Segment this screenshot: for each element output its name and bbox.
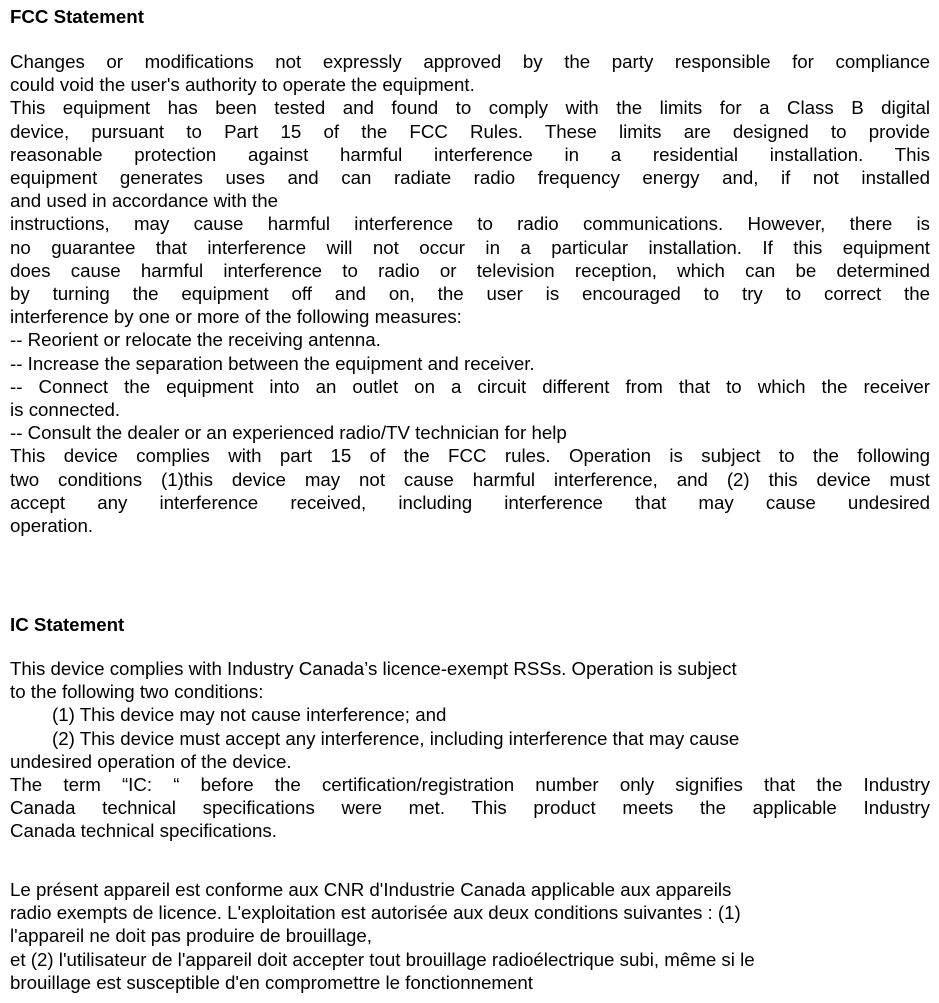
ic-french-line: Le présent appareil est conforme aux CNR d'Industrie Canada applicable aux appareils: [10, 879, 732, 900]
fcc-line: equipment generates uses and can radiate radio frequency energy and, if not installed: [10, 167, 930, 189]
fcc-line: -- Consult the dealer or an experienced radio/TV technician for help: [10, 422, 567, 444]
ic-condition: (2) This device must accept any interference, including interference that may cause: [52, 727, 740, 749]
ic-french-line: et (2) l'utilisateur de l'appareil doit accepter tout brouillage radioélectrique subi, même si le: [10, 948, 755, 970]
ic-french-line: radio exempts de licence. L'exploitation est autorisée aux deux conditions suivantes : (1): [10, 902, 741, 924]
fcc-line: This device complies with part 15 of the FCC rules. Operation is subject to the following: [10, 445, 930, 467]
fcc-line: accept any interference received, including interference that may cause undesired: [10, 491, 930, 513]
ic-line: to the following two conditions:: [10, 681, 264, 703]
fcc-line: -- Reorient or relocate the receiving antenna.: [10, 329, 381, 351]
ic-line: The term “IC: “ before the certification/registration number only signifies that the Industry: [10, 774, 930, 796]
ic-line: This device complies with Industry Canada’s licence-exempt RSSs. Operation is subject: [10, 658, 737, 679]
fcc-line: and used in accordance with the: [10, 190, 279, 212]
ic-condition: (1) This device may not cause interference; and: [52, 704, 447, 726]
fcc-line: device, pursuant to Part 15 of the FCC Rules. These limits are designed to provide: [10, 120, 930, 142]
fcc-line: instructions, may cause harmful interference to radio communications. However, there is: [10, 213, 930, 235]
ic-heading: IC Statement: [10, 614, 125, 635]
fcc-line: no guarantee that interference will not occur in a particular installation. If this equipment: [10, 236, 930, 258]
fcc-line: by turning the equipment off and on, the user is encouraged to try to correct the: [10, 283, 930, 305]
fcc-body: [10, 50, 930, 537]
fcc-line: interference by one or more of the following measures:: [10, 306, 462, 328]
ic-line: Canada technical specifications were met. This product meets the applicable Industry: [10, 797, 930, 819]
document-page: [10, 0, 930, 1003]
ic-french-line: l'appareil ne doit pas produire de brouillage,: [10, 925, 372, 947]
ic-french-line: brouillage est susceptible d'en compromettre le fonctionnement: [10, 971, 533, 993]
ic-english-body: [10, 657, 930, 843]
fcc-heading: FCC Statement: [10, 6, 144, 27]
ic-line: Canada technical specifications.: [10, 820, 277, 842]
fcc-line: This equipment has been tested and found to comply with the limits for a Class B digital: [10, 97, 930, 119]
fcc-line: two conditions (1)this device may not cause harmful interference, and (2) this device must: [10, 468, 930, 490]
fcc-line: does cause harmful interference to radio or television reception, which can be determined: [10, 259, 930, 281]
fcc-line: reasonable protection against harmful interference in a residential installation. This: [10, 143, 930, 165]
ic-line: undesired operation of the device.: [10, 750, 292, 772]
fcc-line: -- Increase the separation between the equipment and receiver.: [10, 352, 535, 374]
ic-french-body: [10, 878, 930, 994]
fcc-line: could void the user's authority to operate the equipment.: [10, 74, 475, 96]
fcc-line: operation.: [10, 515, 94, 537]
fcc-line: is connected.: [10, 399, 121, 421]
fcc-line: -- Connect the equipment into an outlet on a circuit different from that to which the receiver: [10, 375, 930, 397]
fcc-line: Changes or modifications not expressly approved by the party responsible for compliance: [10, 51, 930, 72]
